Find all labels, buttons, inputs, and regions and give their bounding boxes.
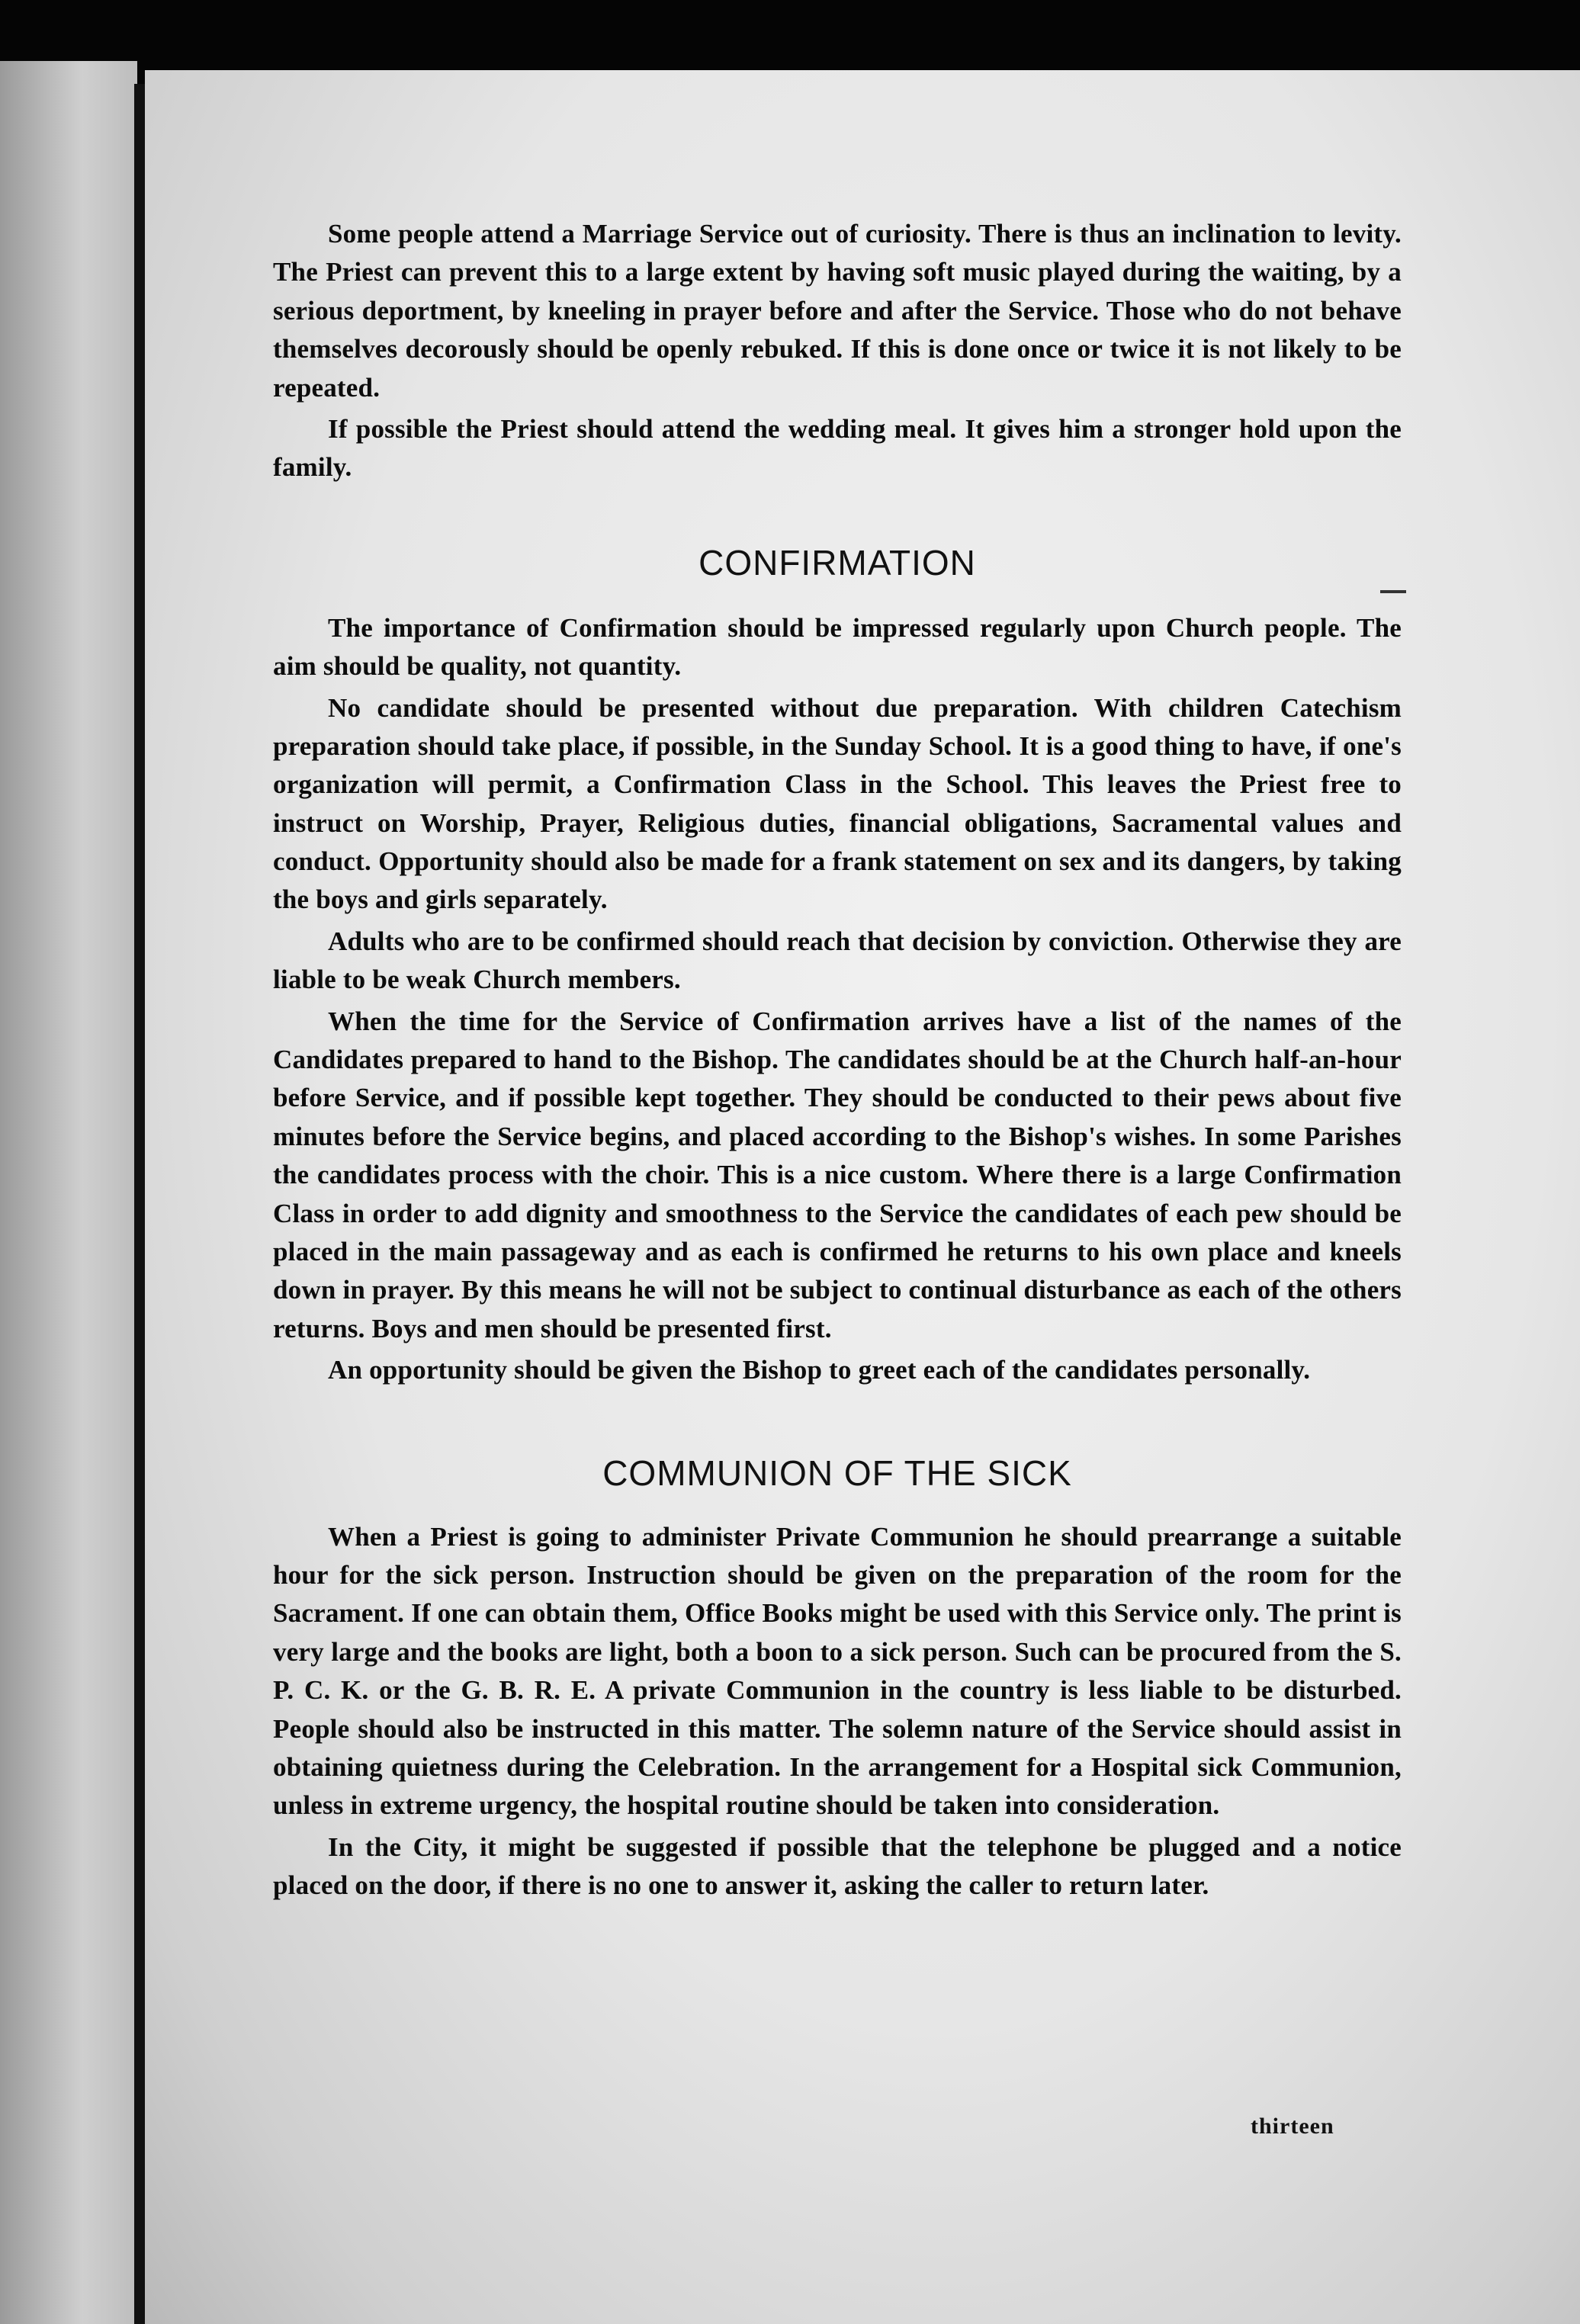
intro-paragraph-1: Some people attend a Marriage Service out of curiosity. There is thus an inclination to levity. The Priest can prevent this to a large extent by having soft music played during the waiting, by a serious deportment, by kneeling in prayer before and after the Service. Those who do not behave themselves decorously should be openly rebuked. If this is done once or twice it is not likely to be repeated.	[273, 219, 1402, 403]
page-text	[273, 215, 1402, 1905]
confirmation-paragraph-5: An opportunity should be given the Bishop to greet each of the candidates personally.	[328, 1355, 1311, 1385]
facing-page-edge	[0, 61, 137, 2324]
communion-paragraph-1: When a Priest is going to administer Private Communion he should prearrange a suitable hour for the sick person. Instruction should be given on the preparation of the room for the Sacrament. If one can obtain them, Office Books might be used with this Service only. The print is very large and the books are light, both a boon to a sick person. Such can be procured from the S. P. C. K. or the G. B. R. E. A private Communion in the country is less liable to be disturbed. People should also be instructed in this matter. The solemn nature of the Service should assist in obtaining quietness during the Celebration. In the arrangement for a Hospital sick Communion, unless in extreme urgency, the hospital routine should be taken into consideration.	[273, 1521, 1402, 1821]
confirmation-paragraph-3: Adults who are to be confirmed should reach that decision by conviction. Otherwise they are liable to be weak Church members.	[273, 926, 1402, 995]
confirmation-paragraph-1: The importance of Confirmation should be impressed regularly upon Church people. The aim should be quality, not quantity.	[273, 612, 1402, 682]
confirmation-paragraph-4: When the time for the Service of Confirmation arrives have a list of the names of the Candidates prepared to hand to the Bishop. The candidates should be at the Church half-an-hour before Service, and if possible kept together. They should be conducted to their pews about five minutes before the Service begins, and placed according to the Bishop's wishes. In some Parishes the candidates process with the choir. This is a nice custom. Where there is a large Confirmation Class in order to add dignity and smoothness to the Service the candidates of each pew should be placed in the main passageway and as each is confirmed he returns to his own place and kneels down in prayer. By this means he will not be subject to continual disturbance as each of the others returns. Boys and men should be presented first.	[273, 1006, 1402, 1343]
confirmation-paragraph-2: No candidate should be presented without due preparation. With children Catechism preparation should take place, if possible, in the Sunday School. It is a good thing to have, if one's organization will permit, a Confirmation Class in the School. This leaves the Priest free to instruct on Worship, Prayer, Religious duties, financial obligations, Sacramental values and conduct. Opportunity should also be made for a frank statement on sex and its dangers, by taking the boys and girls separately.	[273, 692, 1402, 915]
page-number: thirteen	[1251, 2114, 1334, 2139]
communion-heading: COMMUNION OF THE SICK	[602, 1452, 1072, 1493]
book-page	[145, 70, 1580, 2324]
intro-paragraph-2: If possible the Priest should attend the wedding meal. It gives him a stronger hold upon the family.	[273, 413, 1402, 483]
book-gutter	[134, 84, 145, 2324]
confirmation-heading: CONFIRMATION	[698, 542, 976, 583]
communion-paragraph-2: In the City, it might be suggested if possible that the telephone be plugged and a notice placed on the door, if there is no one to answer it, asking the caller to return later.	[273, 1831, 1402, 1901]
